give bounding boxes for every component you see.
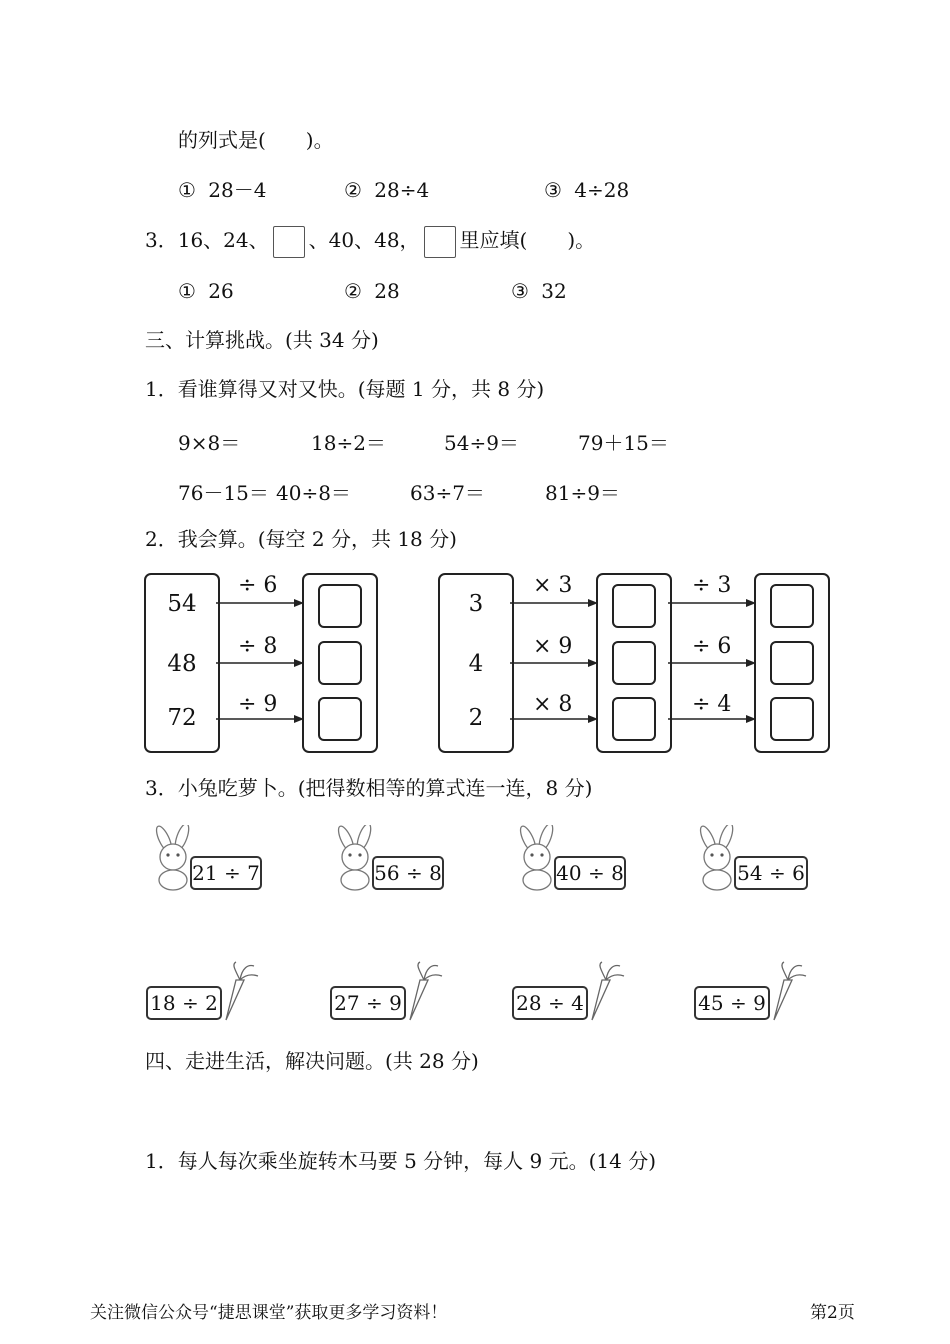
answer-box[interactable]: [318, 584, 362, 628]
rabbit-expression[interactable]: 21 ÷ 7: [190, 856, 262, 890]
q2-option-2: [344, 178, 429, 202]
option-marker: ③: [511, 279, 529, 303]
carrot-expression[interactable]: 45 ÷ 9: [694, 986, 770, 1020]
input-number: 54: [167, 591, 197, 617]
answer-box[interactable]: [770, 697, 814, 741]
carrot-icon: [580, 960, 626, 1022]
diagram2-result-column: [754, 573, 830, 753]
rabbit-expression[interactable]: 54 ÷ 6: [734, 856, 808, 890]
diagram1-input-box: [144, 573, 220, 753]
answer-box[interactable]: [318, 697, 362, 741]
q2-option-3: [544, 178, 629, 202]
carrot-expression[interactable]: 27 ÷ 9: [330, 986, 406, 1020]
operator-label: ÷ 4: [692, 692, 732, 717]
part2-title: 2．我会算。(每空 2 分，共 18 分): [145, 527, 457, 551]
option-text: 28－4: [208, 178, 267, 202]
part3-title: 3．小兔吃萝卜。(把得数相等的算式连一连，8 分): [145, 776, 593, 800]
question-number: 3．: [145, 228, 178, 252]
q2-option-1: [178, 178, 266, 202]
input-number: 72: [167, 705, 197, 731]
operator-label: ÷ 3: [692, 573, 732, 598]
calc-item: 54÷9＝: [444, 431, 519, 455]
option-marker: ①: [178, 279, 196, 303]
answer-box[interactable]: [318, 641, 362, 685]
option-text: 28÷4: [374, 178, 430, 202]
diagram2-arrows-1: [510, 573, 600, 749]
option-marker: ②: [344, 279, 362, 303]
operator-label: ÷ 6: [692, 634, 732, 659]
diagram1-answer-column: [302, 573, 378, 753]
option-text: 32: [541, 279, 567, 303]
diagram2-arrows-2: [668, 573, 758, 749]
input-number: 4: [468, 651, 484, 677]
calc-item: 18÷2＝: [311, 431, 386, 455]
diagram2-middle-column: [596, 573, 672, 753]
operator-label: × 9: [533, 634, 573, 659]
blank-box[interactable]: [424, 226, 456, 258]
carrot-icon: [398, 960, 444, 1022]
operator-label: ÷ 9: [238, 692, 278, 717]
section3-heading: 三、计算挑战。(共 34 分): [145, 328, 379, 352]
q3-option-1: [178, 279, 234, 303]
q3-stem: [145, 222, 595, 258]
q3-part3: 里应填( )。: [459, 228, 596, 252]
calc-item: 9×8＝: [178, 431, 241, 455]
q3-option-2: [344, 279, 400, 303]
carrot-expression[interactable]: 28 ÷ 4: [512, 986, 588, 1020]
q3-option-3: [511, 279, 567, 303]
input-number: 48: [167, 651, 197, 677]
answer-box[interactable]: [612, 641, 656, 685]
operator-label: × 3: [533, 573, 573, 598]
answer-box[interactable]: [612, 584, 656, 628]
answer-box[interactable]: [612, 697, 656, 741]
option-text: 26: [208, 279, 234, 303]
section4-q1: 1．每人每次乘坐旋转木马要 5 分钟，每人 9 元。(14 分): [145, 1149, 657, 1173]
answer-box[interactable]: [770, 584, 814, 628]
page-number: 第2页: [810, 1303, 855, 1323]
answer-box[interactable]: [770, 641, 814, 685]
operator-label: ÷ 6: [238, 573, 278, 598]
calc-item: 40÷8＝: [276, 481, 351, 505]
option-marker: ①: [178, 178, 196, 202]
input-number: 3: [468, 591, 484, 617]
q3-part1: 16、24、: [177, 228, 269, 252]
option-text: 28: [374, 279, 400, 303]
carrot-icon: [762, 960, 808, 1022]
q2-stem-end: 的列式是( )。: [178, 128, 334, 152]
blank-box[interactable]: [273, 226, 305, 258]
calc-item: 81÷9＝: [545, 481, 620, 505]
section4-heading: 四、走进生活，解决问题。(共 28 分): [145, 1049, 479, 1073]
q3-part2: 、40、48，: [308, 228, 420, 252]
option-marker: ③: [544, 178, 562, 202]
footer-promo: 关注微信公众号“捷思课堂”获取更多学习资料！: [90, 1303, 448, 1323]
rabbit-expression[interactable]: 56 ÷ 8: [372, 856, 444, 890]
carrot-icon: [214, 960, 260, 1022]
calc-item: 63÷7＝: [410, 481, 485, 505]
operator-label: × 8: [533, 692, 573, 717]
calc-item: 79＋15＝: [578, 431, 669, 455]
carrot-expression[interactable]: 18 ÷ 2: [146, 986, 222, 1020]
operator-label: ÷ 8: [238, 634, 278, 659]
input-number: 2: [468, 705, 484, 731]
option-marker: ②: [344, 178, 362, 202]
part1-title: 1．看谁算得又对又快。(每题 1 分，共 8 分): [145, 377, 545, 401]
calc-item: 76－15＝: [178, 481, 269, 505]
rabbit-expression[interactable]: 40 ÷ 8: [554, 856, 626, 890]
option-text: 4÷28: [574, 178, 630, 202]
diagram2-input-box: [438, 573, 514, 753]
diagram1-arrows: [216, 573, 306, 749]
